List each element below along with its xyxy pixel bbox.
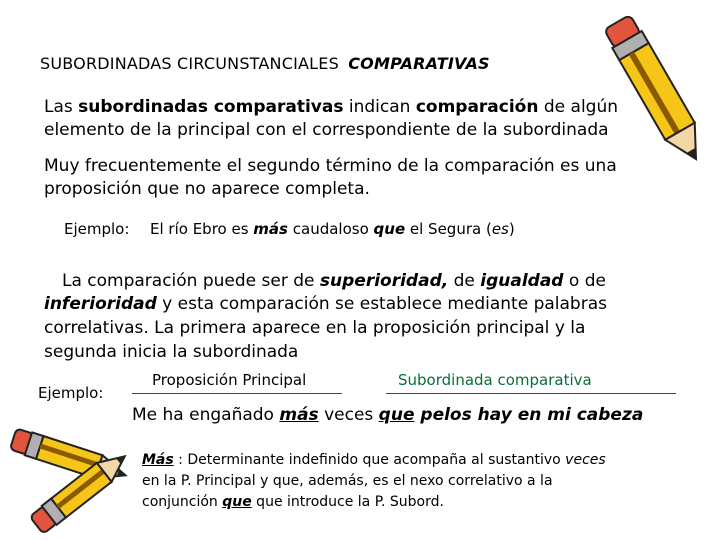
example-2-sentence: Me ha engañado más veces que pelos hay en mi cabeza [132,405,644,425]
word-que: que [378,405,415,425]
page-title [40,54,490,73]
note-line-2: en la P. Principal y que, además, es el nexo correlativo a la [142,473,553,489]
term-superioridad: superioridad, [319,271,449,291]
title-emphasis: COMPARATIVAS [348,54,490,73]
paragraph-1-line-1: Las subordinadas comparativas indican comparación de algún [44,97,619,117]
paragraph-2-line-1: Muy frecuentemente el segundo término de la comparación es una [44,156,617,176]
note-line-1: Más : Determinante indefinido que acompaña al sustantivo veces [142,452,606,468]
example-1-label: Ejemplo: [64,220,130,238]
paragraph-3-line-2: inferioridad y esta comparación se establece mediante palabras [44,294,607,314]
note-line-3: conjunción que que introduce la P. Subord. [142,494,444,510]
paragraph-3-line-3: correlativas. La primera aparece en la proposición principal y la [44,318,586,338]
subordinada-header: Subordinada comparativa [398,371,592,389]
term-subordinadas-comparativas: subordinadas comparativas [78,97,344,117]
word-mas: más [279,405,319,425]
term-igualdad: igualdad [480,271,564,291]
paragraph-3-line-4: segunda inicia la subordinada [44,342,299,362]
title-plain: SUBORDINADAS CIRCUNSTANCIALES [40,54,339,73]
example-2-label: Ejemplo: [38,384,104,402]
paragraph-3-line-1: La comparación puede ser de superioridad, de igualdad o de [62,271,606,291]
pencil-icon [590,0,720,175]
example-1-sentence: El río Ebro es más caudaloso que el Segura (es) [150,220,515,238]
subordinada-divider-line [386,393,676,394]
term-inferioridad: inferioridad [44,294,157,314]
principal-divider-line [132,393,342,394]
term-comparacion: comparación [415,97,539,117]
principal-header: Proposición Principal [152,371,307,389]
pencil-icon [20,440,140,540]
paragraph-2-line-2: proposición que no aparece completa. [44,179,370,199]
paragraph-1-line-2: elemento de la principal con el correspondiente de la subordinada [44,120,609,140]
